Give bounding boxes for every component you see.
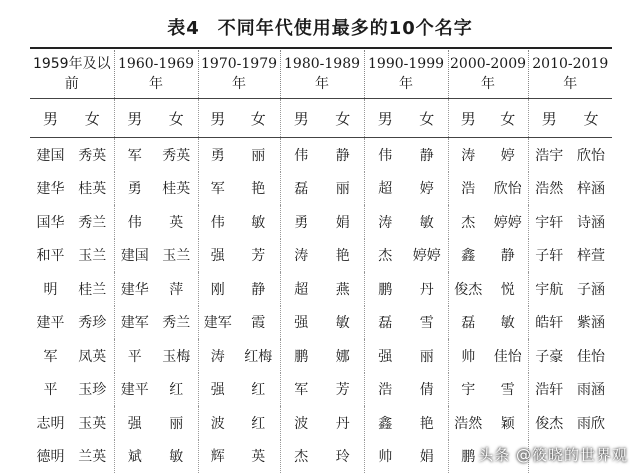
male-name-cell: 建平 bbox=[114, 373, 155, 407]
female-name-cell: 玉英 bbox=[78, 415, 107, 432]
male-name-cell: 建国 bbox=[114, 239, 155, 273]
male-name-cell: 建军 bbox=[114, 306, 155, 340]
decade-header: 1980-1989年 bbox=[280, 50, 364, 99]
gender-female-header: 女 bbox=[406, 99, 448, 138]
female-name-cell: 桂英 bbox=[78, 181, 107, 198]
female-name-cell: 丽 bbox=[169, 415, 184, 432]
decade-header: 1959年及以前 bbox=[32, 56, 111, 92]
male-name-cell: 鑫 bbox=[448, 239, 488, 273]
male-name-cell: 和平 bbox=[36, 248, 65, 265]
male-name-cell: 宇轩 bbox=[528, 205, 570, 239]
female-name-cell: 燕 bbox=[335, 281, 350, 298]
gender-male-header: 男 bbox=[114, 99, 155, 138]
decade-header: 1970-1979年 bbox=[198, 50, 280, 99]
table-row bbox=[30, 406, 612, 440]
male-name-cell: 宇航 bbox=[528, 272, 570, 306]
gender-male-header: 男 bbox=[30, 99, 71, 138]
table-row bbox=[30, 306, 612, 340]
female-name-cell: 艳 bbox=[335, 248, 350, 265]
male-name-cell: 超 bbox=[364, 172, 406, 206]
male-name-cell: 平 bbox=[43, 382, 58, 399]
female-name-cell: 萍 bbox=[169, 281, 184, 298]
gender-female-header: 女 bbox=[71, 99, 114, 138]
decade-header: 1990-1999年 bbox=[364, 50, 448, 99]
male-name-cell: 超 bbox=[280, 272, 322, 306]
female-name-cell: 艳 bbox=[251, 181, 266, 198]
male-name-cell: 强 bbox=[280, 306, 322, 340]
male-name-cell: 宇 bbox=[448, 373, 488, 407]
female-name-cell: 静 bbox=[335, 147, 350, 164]
male-name-cell: 杰 bbox=[448, 205, 488, 239]
male-name-cell: 鹏 bbox=[280, 339, 322, 373]
female-name-cell: 梓萱 bbox=[577, 248, 606, 265]
table-row bbox=[30, 272, 612, 306]
table-row bbox=[30, 138, 612, 172]
gender-male-header: 男 bbox=[280, 99, 322, 138]
gender-female-header: 女 bbox=[570, 99, 612, 138]
decade-header: 2000-2009年 bbox=[448, 50, 528, 99]
female-name-cell: 娟 bbox=[419, 449, 434, 466]
male-name-cell: 强 bbox=[198, 373, 237, 407]
gender-female-header: 女 bbox=[237, 99, 280, 138]
table-row bbox=[30, 339, 612, 373]
female-name-cell: 玉珍 bbox=[78, 382, 107, 399]
male-name-cell: 勇 bbox=[114, 172, 155, 206]
female-name-cell: 子涵 bbox=[577, 281, 606, 298]
female-name-cell: 婷 bbox=[500, 147, 515, 164]
female-name-cell: 倩 bbox=[419, 382, 434, 399]
female-name-cell: 娜 bbox=[335, 348, 350, 365]
gender-male-header: 男 bbox=[528, 99, 570, 138]
male-name-cell: 鑫 bbox=[364, 406, 406, 440]
male-name-cell: 皓轩 bbox=[528, 306, 570, 340]
male-name-cell: 军 bbox=[198, 172, 237, 206]
female-name-cell: 娟 bbox=[335, 214, 350, 231]
male-name-cell: 军 bbox=[43, 348, 58, 365]
female-name-cell: 玉梅 bbox=[162, 348, 191, 365]
table-row bbox=[30, 172, 612, 206]
male-name-cell: 浩然 bbox=[528, 172, 570, 206]
male-name-cell: 伟 bbox=[198, 205, 237, 239]
female-name-cell: 佳怡 bbox=[493, 348, 522, 365]
female-name-cell: 秀英 bbox=[78, 147, 107, 164]
female-name-cell: 婷婷 bbox=[412, 248, 441, 265]
gender-header-row bbox=[30, 99, 612, 138]
female-name-cell: 敏 bbox=[500, 315, 515, 332]
male-name-cell: 浩宇 bbox=[528, 138, 570, 172]
female-name-cell: 兰英 bbox=[78, 449, 107, 466]
table-row bbox=[30, 239, 612, 273]
male-name-cell: 涛 bbox=[280, 239, 322, 273]
male-name-cell: 国华 bbox=[36, 214, 65, 231]
male-name-cell: 平 bbox=[114, 339, 155, 373]
male-name-cell: 强 bbox=[198, 239, 237, 273]
male-name-cell: 勇 bbox=[198, 138, 237, 172]
female-name-cell: 秀兰 bbox=[162, 315, 191, 332]
male-name-cell: 强 bbox=[114, 406, 155, 440]
female-name-cell: 静 bbox=[251, 281, 266, 298]
table-caption: 不同年代使用最多的10个名字 bbox=[217, 18, 473, 39]
male-name-cell: 磊 bbox=[364, 306, 406, 340]
female-name-cell: 红梅 bbox=[244, 348, 273, 365]
gender-male-header: 男 bbox=[198, 99, 237, 138]
male-name-cell: 俊杰 bbox=[448, 272, 488, 306]
male-name-cell: 伟 bbox=[364, 138, 406, 172]
male-name-cell: 杰 bbox=[280, 440, 322, 473]
female-name-cell: 静 bbox=[500, 248, 515, 265]
female-name-cell: 红 bbox=[251, 382, 266, 399]
female-name-cell: 敏 bbox=[169, 449, 184, 466]
female-name-cell: 婷 bbox=[419, 181, 434, 198]
male-name-cell: 涛 bbox=[198, 339, 237, 373]
male-name-cell: 建军 bbox=[198, 306, 237, 340]
decade-header: 1960-1969年 bbox=[114, 50, 198, 99]
female-name-cell: 玉兰 bbox=[162, 248, 191, 265]
table-row bbox=[30, 373, 612, 407]
female-name-cell: 凤英 bbox=[78, 348, 107, 365]
male-name-cell: 伟 bbox=[280, 138, 322, 172]
female-name-cell: 英 bbox=[251, 449, 266, 466]
female-name-cell: 英 bbox=[169, 214, 184, 231]
male-name-cell: 子豪 bbox=[528, 339, 570, 373]
male-name-cell: 辉 bbox=[198, 440, 237, 473]
male-name-cell: 帅 bbox=[364, 440, 406, 473]
female-name-cell: 秀兰 bbox=[78, 214, 107, 231]
female-name-cell: 玲 bbox=[335, 449, 350, 466]
female-name-cell: 红 bbox=[251, 415, 266, 432]
female-name-cell: 雨涵 bbox=[577, 382, 606, 399]
female-name-cell: 佳怡 bbox=[577, 348, 606, 365]
male-name-cell: 鹏 bbox=[448, 440, 488, 473]
gender-female-header: 女 bbox=[488, 99, 528, 138]
table-number: 表4 bbox=[167, 18, 200, 39]
female-name-cell: 霞 bbox=[251, 315, 266, 332]
female-name-cell: 敏 bbox=[251, 214, 266, 231]
gender-male-header: 男 bbox=[364, 99, 406, 138]
decade-header: 2010-2019年 bbox=[528, 50, 612, 99]
names-table bbox=[30, 50, 612, 473]
female-name-cell: 桂英 bbox=[162, 181, 191, 198]
female-name-cell: 秀英 bbox=[162, 147, 191, 164]
table-row bbox=[30, 205, 612, 239]
female-name-cell: 芳 bbox=[251, 248, 266, 265]
male-name-cell: 志明 bbox=[36, 415, 65, 432]
top-rule bbox=[30, 47, 612, 49]
female-name-cell: 桂兰 bbox=[78, 281, 107, 298]
gender-male-header: 男 bbox=[448, 99, 488, 138]
female-name-cell: 芳 bbox=[335, 382, 350, 399]
female-name-cell: 悦 bbox=[500, 281, 515, 298]
male-name-cell: 明 bbox=[43, 281, 58, 298]
female-name-cell: 红 bbox=[169, 382, 184, 399]
female-name-cell: 诗涵 bbox=[577, 214, 606, 231]
male-name-cell: 杰 bbox=[364, 239, 406, 273]
male-name-cell: 波 bbox=[280, 406, 322, 440]
male-name-cell: 磊 bbox=[448, 306, 488, 340]
female-name-cell: 静 bbox=[419, 147, 434, 164]
female-name-cell: 丹 bbox=[335, 415, 350, 432]
gender-female-header: 女 bbox=[155, 99, 198, 138]
male-name-cell: 建国 bbox=[36, 147, 65, 164]
female-name-cell: 雪 bbox=[419, 315, 434, 332]
female-name-cell: 丽 bbox=[251, 147, 266, 164]
female-name-cell: 颖 bbox=[500, 415, 515, 432]
male-name-cell: 建华 bbox=[114, 272, 155, 306]
gender-female-header: 女 bbox=[322, 99, 364, 138]
male-name-cell: 帅 bbox=[448, 339, 488, 373]
male-name-cell: 建平 bbox=[36, 315, 65, 332]
male-name-cell: 子轩 bbox=[528, 239, 570, 273]
male-name-cell: 伟 bbox=[114, 205, 155, 239]
male-name-cell: 斌 bbox=[114, 440, 155, 473]
female-name-cell: 欣怡 bbox=[577, 147, 606, 164]
female-name-cell: 雨欣 bbox=[577, 415, 606, 432]
female-name-cell: 艳 bbox=[419, 415, 434, 432]
decade-header-row bbox=[30, 50, 612, 99]
male-name-cell: 俊杰 bbox=[528, 406, 570, 440]
female-name-cell: 丽 bbox=[419, 348, 434, 365]
male-name-cell: 建华 bbox=[36, 181, 65, 198]
female-name-cell: 玉兰 bbox=[78, 248, 107, 265]
female-name-cell: 敏 bbox=[419, 214, 434, 231]
female-name-cell: 梓涵 bbox=[577, 181, 606, 198]
male-name-cell: 浩轩 bbox=[528, 373, 570, 407]
male-name-cell: 涛 bbox=[448, 138, 488, 172]
male-name-cell: 军 bbox=[280, 373, 322, 407]
male-name-cell: 浩 bbox=[364, 373, 406, 407]
female-name-cell: 丽 bbox=[335, 181, 350, 198]
male-name-cell: 鹏 bbox=[364, 272, 406, 306]
male-name-cell: 刚 bbox=[198, 272, 237, 306]
male-name-cell: 德明 bbox=[36, 449, 65, 466]
male-name-cell: 强 bbox=[364, 339, 406, 373]
male-name-cell: 军 bbox=[114, 138, 155, 172]
female-name-cell: 秀珍 bbox=[78, 315, 107, 332]
female-name-cell: 婷婷 bbox=[493, 214, 522, 231]
female-name-cell: 欣怡 bbox=[493, 181, 522, 198]
female-name-cell: 丹 bbox=[419, 281, 434, 298]
female-name-cell: 雪 bbox=[500, 382, 515, 399]
male-name-cell: 波 bbox=[198, 406, 237, 440]
male-name-cell: 勇 bbox=[280, 205, 322, 239]
watermark: 头条 @筱晓的世界观 bbox=[478, 446, 628, 464]
male-name-cell: 涛 bbox=[364, 205, 406, 239]
female-name-cell: 紫涵 bbox=[577, 315, 606, 332]
male-name-cell: 浩 bbox=[448, 172, 488, 206]
table-title bbox=[0, 14, 640, 40]
male-name-cell: 浩然 bbox=[448, 406, 488, 440]
female-name-cell: 敏 bbox=[335, 315, 350, 332]
male-name-cell: 磊 bbox=[280, 172, 322, 206]
